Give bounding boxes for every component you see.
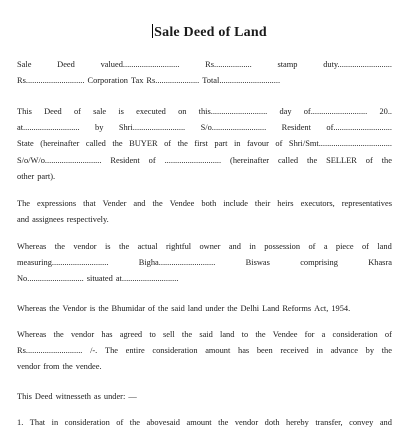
word: of [308, 242, 316, 251]
word: Vendor [62, 304, 87, 313]
word: Vendee [272, 330, 298, 339]
word: of [148, 155, 156, 165]
word: the [98, 304, 109, 313]
text-line [17, 343, 392, 359]
word: (hereinafter [40, 139, 80, 149]
word: the [218, 418, 229, 427]
word: hereby [286, 418, 309, 427]
word: of [73, 107, 81, 116]
word: Deed [34, 392, 53, 401]
text-cursor [152, 24, 153, 38]
word: this........................... [198, 107, 268, 116]
word: Resident [281, 123, 311, 133]
word: the [381, 155, 392, 165]
word: Sale [17, 60, 32, 69]
word: and [228, 242, 241, 251]
word: land [187, 304, 203, 313]
text-line [17, 57, 392, 73]
paragraph-valuation [17, 57, 392, 89]
word: vendor [17, 362, 41, 372]
word: of [361, 242, 369, 251]
paragraph-consideration [17, 327, 392, 376]
word: has [101, 330, 113, 339]
word: the [152, 199, 163, 208]
word: of [116, 418, 124, 427]
word: assignees [32, 215, 64, 225]
word: that [83, 199, 96, 208]
word: Bigha........................... [138, 258, 216, 268]
word: of [384, 330, 392, 339]
word: amount [186, 418, 212, 427]
word: favour [247, 139, 269, 149]
document-title-text: Sale Deed of Land [154, 25, 267, 40]
word: possession [264, 242, 301, 251]
word: a [323, 242, 328, 251]
word: in [316, 346, 323, 356]
word: stamp [277, 60, 298, 69]
text-line [17, 212, 392, 228]
word: and [17, 215, 30, 225]
word: abovesaid [146, 418, 180, 427]
word: of [148, 304, 156, 313]
text-line [17, 301, 392, 317]
text-line [17, 389, 392, 405]
word: expressions [37, 199, 77, 208]
text-line [17, 120, 392, 136]
word: actual [137, 242, 158, 251]
word: valued........................... [100, 60, 180, 69]
word: is [89, 304, 96, 313]
word: the [158, 304, 169, 313]
paragraph-witnesseth [17, 389, 392, 405]
word: duty.......................... [323, 60, 392, 69]
text-line [17, 169, 392, 185]
word: as [93, 392, 101, 401]
word: 20.. [379, 107, 392, 116]
text-line [17, 271, 392, 287]
word: agreed [119, 330, 143, 339]
word: BUYER [129, 139, 158, 149]
word: under [205, 304, 225, 313]
paragraph-bhumidar [17, 301, 392, 317]
word: Total............................. [202, 76, 281, 86]
word: to [149, 330, 156, 339]
word: S/o.......................... [200, 123, 267, 133]
word: in [249, 242, 256, 251]
word: 1. [17, 418, 24, 427]
word: amount [205, 346, 231, 356]
text-line [17, 359, 392, 375]
word: under: [103, 392, 126, 401]
word: situated [86, 274, 113, 284]
word: by [365, 346, 375, 356]
document-title [0, 24, 419, 41]
word: part [214, 139, 228, 149]
word: the [381, 346, 392, 356]
text-line [17, 136, 392, 152]
word: Delhi [240, 304, 260, 313]
word: Rs..................... [146, 76, 200, 86]
word: witnesseth [55, 392, 91, 401]
word: sell [163, 330, 175, 339]
word: a [321, 330, 326, 339]
word: State [17, 139, 34, 149]
word: Land [262, 304, 280, 313]
text-line [17, 415, 392, 430]
text-line [17, 255, 392, 271]
word: to [241, 330, 249, 339]
word: of........................... [303, 107, 368, 116]
word: Deed [44, 107, 62, 116]
word: of............................ [326, 123, 392, 133]
word: Biswas [245, 258, 270, 268]
word: vendee. [75, 362, 102, 372]
word: Shri......................... [118, 123, 186, 133]
word: the [227, 304, 238, 313]
word: is [118, 107, 124, 116]
word: executors, [300, 199, 335, 208]
word: the [306, 155, 318, 165]
word: the [177, 139, 188, 149]
word: in [233, 139, 241, 149]
word: and [133, 199, 146, 208]
word: the [62, 362, 73, 372]
word: the [54, 242, 65, 251]
word: by [95, 123, 104, 133]
word: the [53, 330, 64, 339]
word: piece [335, 242, 354, 251]
word: (hereinafter [230, 155, 270, 165]
word: said [171, 304, 185, 313]
word: measuring........................... [17, 258, 109, 268]
word: first [194, 139, 208, 149]
word: land [377, 242, 392, 251]
word: at........................... [115, 274, 179, 284]
word: advance [330, 346, 358, 356]
word: This [17, 392, 32, 401]
word: consideration [152, 346, 198, 356]
word: is [104, 242, 111, 251]
word: doth [264, 418, 280, 427]
word: of [365, 155, 373, 165]
word: the [112, 139, 123, 149]
word: convey [349, 418, 374, 427]
word: rightful [165, 242, 192, 251]
word: from [43, 362, 60, 372]
word: land [220, 330, 235, 339]
word: Shri/Smt................................... [288, 139, 392, 149]
word: respectively. [66, 215, 109, 225]
word: said [199, 330, 213, 339]
word: include [223, 199, 248, 208]
word: entire [125, 346, 145, 356]
word: This [17, 107, 32, 116]
word: executed [136, 107, 166, 116]
word: part). [37, 171, 56, 181]
word: sale [93, 107, 107, 116]
word: at........................... [17, 123, 80, 133]
word: heirs [277, 199, 294, 208]
word: S/o/W/o........................... [17, 155, 102, 165]
word: Rs............................ [17, 76, 85, 86]
word: their [254, 199, 271, 208]
word: vendor [70, 330, 95, 339]
word: for [304, 330, 315, 339]
word: Reforms [282, 304, 312, 313]
text-line [17, 104, 392, 120]
word: the [129, 418, 140, 427]
word: owner [199, 242, 221, 251]
word: Corporation [87, 76, 128, 86]
word: Whereas [17, 242, 47, 251]
word: the [118, 242, 130, 251]
word: The [17, 199, 31, 208]
word: Vender [102, 199, 127, 208]
text-line [17, 196, 392, 212]
word: Khasra [368, 258, 392, 268]
word: and [379, 418, 392, 427]
word: Rs.................. [205, 60, 252, 69]
paragraph-clause-1 [17, 415, 392, 430]
paragraph-expressions [17, 196, 392, 228]
word: received [280, 346, 309, 356]
paragraph-execution [17, 104, 392, 185]
word: the [49, 304, 60, 313]
word: the [255, 330, 266, 339]
word: consideration [332, 330, 378, 339]
text-line [17, 153, 392, 169]
word: No........................... [17, 274, 84, 284]
word: of [164, 139, 172, 149]
word: comprising [300, 258, 338, 268]
paragraph-ownership [17, 239, 392, 288]
word: Resident [110, 155, 140, 165]
word: SELLER [326, 155, 357, 165]
word: other [17, 171, 35, 181]
word: 1954. [331, 304, 351, 313]
word: Tax [130, 76, 144, 86]
word: on [178, 107, 187, 116]
word: consideration [64, 418, 110, 427]
word: in [51, 418, 59, 427]
word: representatives [341, 199, 392, 208]
word: Deed [57, 60, 75, 69]
word: has [238, 346, 250, 356]
word: of [275, 139, 283, 149]
word: Whereas [17, 304, 47, 313]
word: That [29, 418, 46, 427]
word: Whereas [17, 330, 47, 339]
word: Vendee [169, 199, 195, 208]
word: Rs........................... [17, 346, 83, 356]
word: day [279, 107, 292, 116]
word: transfer, [315, 418, 343, 427]
word: Act, [314, 304, 329, 313]
word: called [85, 139, 106, 149]
text-line [17, 73, 392, 89]
word: been [256, 346, 273, 356]
word: /-. [90, 346, 98, 356]
word: The [104, 346, 118, 356]
word: vendor [73, 242, 97, 251]
word: called [278, 155, 299, 165]
word: Bhumidar [111, 304, 146, 313]
word: the [181, 330, 193, 339]
text-line [17, 239, 392, 255]
word: ........................... [164, 155, 222, 165]
word: — [128, 392, 137, 401]
word: vendor [234, 418, 259, 427]
word: both [201, 199, 217, 208]
text-line [17, 327, 392, 343]
